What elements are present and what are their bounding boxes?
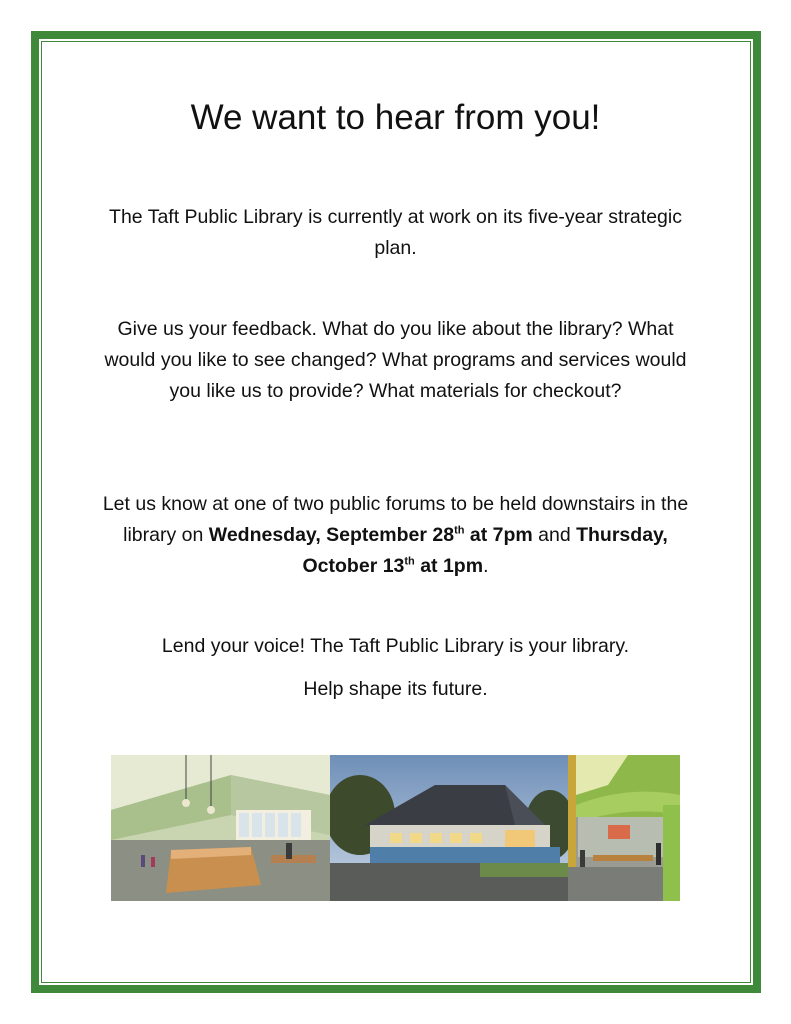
forums-paragraph — [90, 489, 701, 582]
shape-future-line: Help shape its future. — [303, 678, 488, 700]
library-photo-strip — [111, 755, 680, 901]
forum-date-1: Wednesday, September 28th at 7pm — [208, 524, 533, 546]
library-interior-photo — [111, 755, 330, 901]
forums-joiner: and — [532, 524, 577, 546]
intro-paragraph: The Taft Public Library is currently at work on its five-year strategic plan. — [109, 206, 682, 259]
forums-end: . — [483, 555, 489, 577]
library-exterior-photo — [330, 755, 568, 901]
feedback-paragraph: Give us your feedback. What do you like about the library? What would you like to see changed? What programs and services would you like us to provide? What materials for checkout? — [104, 318, 687, 402]
forums-lead: Let us know at one of two public forums to be held downstairs in the library on — [102, 493, 689, 546]
forum-date-2: Thursday, October 13th at 1pm — [302, 524, 668, 577]
flyer-title: We want to hear from you! — [190, 98, 601, 137]
library-childrens-room-photo — [568, 755, 680, 901]
lend-voice-line: Lend your voice! The Taft Public Library is your library. — [161, 635, 630, 657]
